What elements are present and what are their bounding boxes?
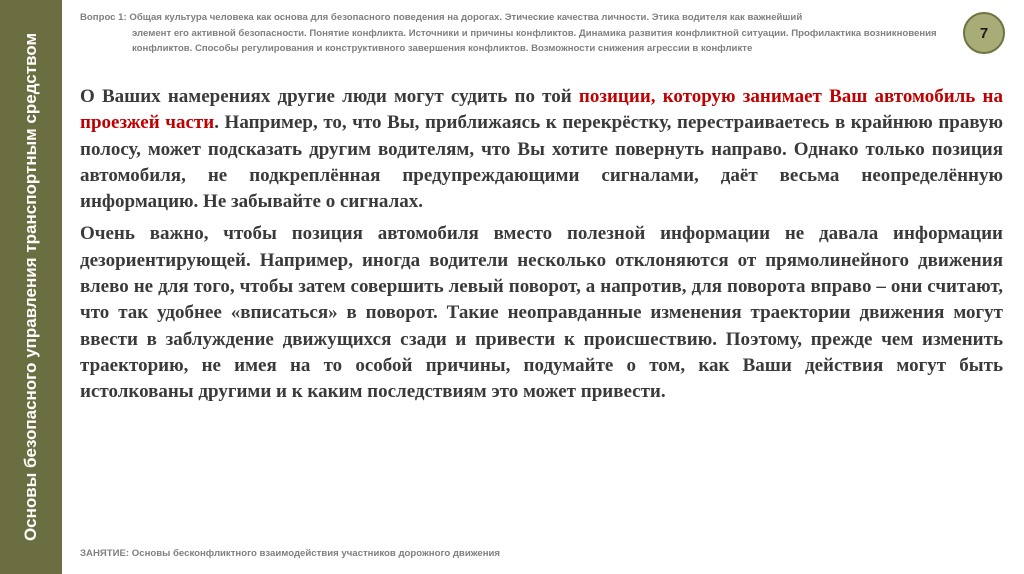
slide-header (80, 10, 960, 57)
slide-content (80, 84, 1003, 412)
slide-footer: ЗАНЯТИЕ: Основы бесконфликтного взаимодействия участников дорожного движения (80, 548, 501, 559)
page-number-badge (963, 12, 1005, 54)
page-number: 7 (979, 24, 989, 42)
sidebar-title: Основы безопасного управления транспортным средством (21, 32, 40, 542)
paragraph-2: Очень важно, чтобы позиция автомобиля вместо полезной информации не давала информации дезориентирующей. Например, иногда водители несколько отклоняются от прямолинейного движения влево не для того, чтобы затем совершить левый поворот, а напротив, для поворота вправо – они считают, что так удобнее «вписаться» в поворот. Такие неоправданные изменения траектории движения могут ввести в заблуждение движущихся сзади и привести к происшествию. Поэтому, прежде чем изменить траекторию, не имея на то особой причины, подумайте о том, как Ваши действия могут быть истолкованы другими и к каким последствиям это может привести. (80, 223, 1003, 403)
paragraph-1 (80, 84, 1003, 215)
paragraph-1-end: . Например, то, что Вы, приближаясь к перекрёстку, перестраиваетесь в крайнюю правую полосу, может подсказать другим водителям, что Вы хотите повернуть направо. Однако только позиция автомобиля, не подкреплённая предупреждающими сигналами, даёт весьма неопределённую информацию. Не забывайте о сигналах. (80, 112, 1004, 213)
paragraph-1-highlight: позиции, которую занимает Ваш автомобиль на проезжей части (80, 86, 1004, 134)
header-line-rest: элемент его активной безопасности. Понятие конфликта. Источники и причины конфликтов. Динамика развития конфликтной ситуации. Профилактика возникновения конфликтов. Способы регулирования и конструктивного завершения конфликтов. Возможности снижения агрессии в конфликте (132, 27, 937, 54)
header-line-1: Вопрос 1: Общая культура человека как основа для безопасного поведения на дорогах. Этические качества личности. Этика водителя как важнейший (80, 12, 803, 23)
sidebar (0, 0, 62, 574)
paragraph-1-start: О Ваших намерениях другие люди могут судить по той (80, 86, 579, 107)
